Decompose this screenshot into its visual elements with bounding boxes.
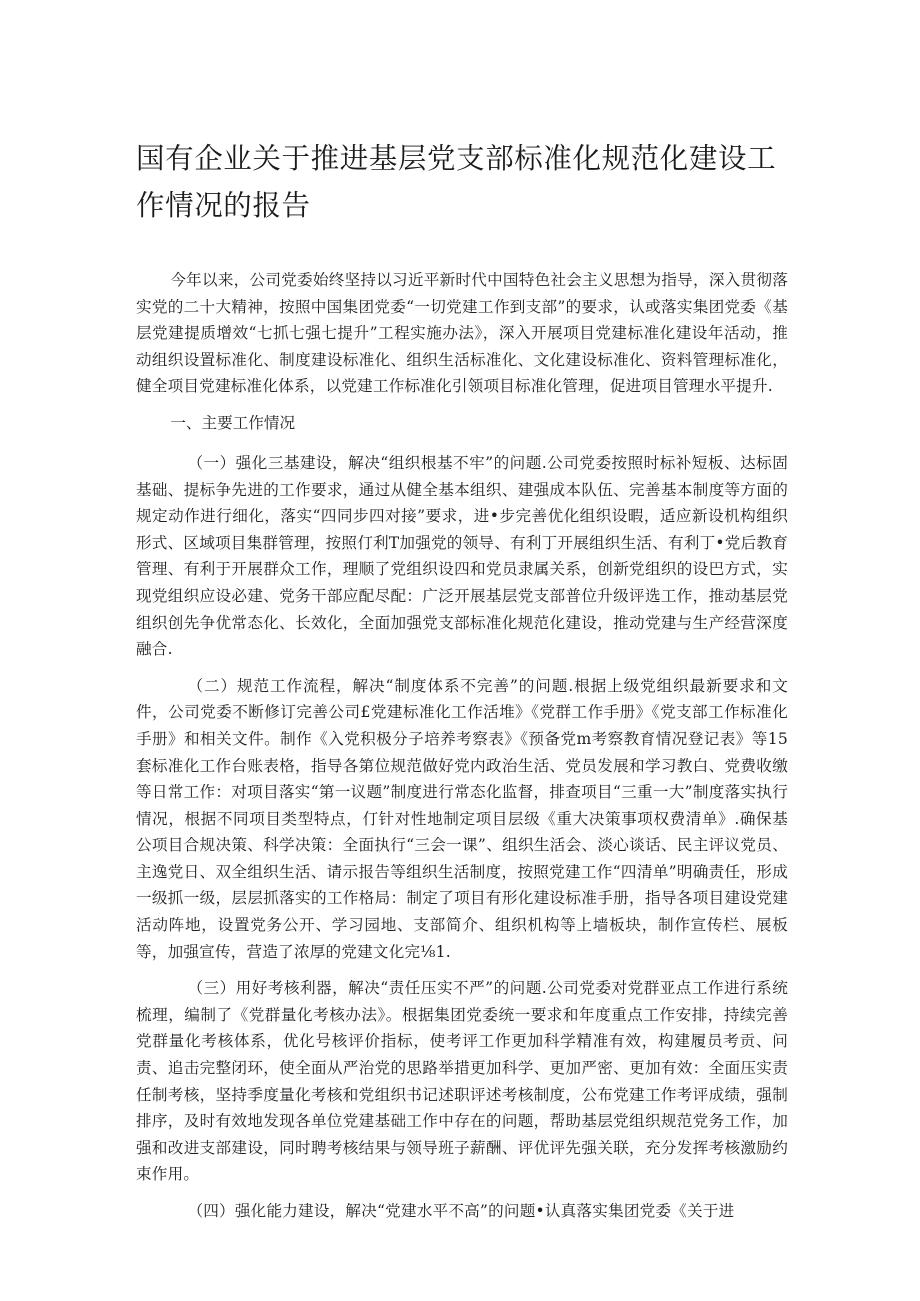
- document-title: 国有企业关于推进基层党支部标准化规范化建设工作情况的报告: [136, 142, 777, 222]
- paragraph-strengthen-three-basics: （一）强化三基建设，解决“组织根基不牢”的问题.公司党委按照时标补短板、达标固基础、提标争先进的工作要求，通过从健全基本组织、建强成本队伍、完善基本制度等方面的规定动作进行细化，落实“四同步四对接”要求，进•步完善优化组织设暇，适应新设机构组织形式、区域项目集群管理，按照仃利T加强党的领导、有利丁开展组织生活、有利丁•党后教育管理、有利于开展群众工作，理顺了党组织设四和党员隶属关系，创新党组织的设巴方式，实现党组织应设必建、党务干部应配尽配：广泛开展基层党支部普位升级评选工作，推动基层党组织创先争优常态化、长效化，全面加强党支部标准化规范化建设，推动党建与生产经营深度融合.: [136, 453, 788, 659]
- intro-paragraph: 今年以来，公司党委始终坚持以习近平新时代中国特色社会主义思想为指导，深入贯彻落实党的二十大精神，按照中国集团党委“一切党建工作到支部”的要求，认或落实集团党委《基层党建提质增效“七抓七强七提升”工程实施办法》，深入开展项目党建标准化建设年活动，推动组织设置标准化、制度建设标准化、组织生活标准化、文化建设标准化、资料管理标准化，健全项目党建标准化体系，以党建工作标准化引领项目标准化管理，促进项目管理水平提升.: [136, 271, 788, 396]
- paragraph-standardize-workflow: （二）规范工作流程，解决“制度体系不完善”的问题.根据上级党组织最新要求和文件，公司党委不断修订完善公司£党建标准化工作活堆》《党群工作手册》《党支部工作标准化手册》和相关文件。制作《入党积极分子培养考察表》《预备党m考察教育情况登记表》等15套标准化工作台账表格，指导各第位规范做好党内政治生活、党员发展和学习教白、党费收缴等日常工作：对项目落实“第一议题”制度进行常态化监督，排查项目“三重一大”制度落实执行情况，根据不同项目类型特点，仃针对性地制定项目层级《重大决策事项权费清单》.确保基公项目合规决策、科学决策：全面执行“三会一课”、组织生活会、淡心谈话、民主评议党员、主逸党日、双全组织生活、请示报告等组织生活制度，按照党建工作“四清单”明确责任，形成一级抓一级，层层抓落实的工作格局：制定了项目有形化建设标准手册，指导各项目建设党建活动阵地，设置党务公开、学习园地、支部简介、组织机构等上墙板块，制作宣传栏、展板等，加强宣传，营造了浓厚的党建文化完⅛1.: [136, 676, 788, 961]
- document-body: [136, 135, 788, 1235]
- paragraph-assessment-tools: （三）用好考核利器，解决“责任压实不严”的问题.公司党委对党群亚点工作进行系统梳理，编制了《党群量化考核办法》。根据集团党委统一要求和年度重点工作安排，持续完善党群量化考核体系，优化号核评价指标，使考评工作更加科学精准有效，构建履员考贡、问责、追击完整闭环，使全面从严治党的思路举措更加科学、更加严密、更加有效：全面压实责任制考核，坚持季度量化考核和党组织书记述职评述考核制度，公布党建工作考评成绩，强制排序，及时有效地发现各单位党建基础工作中存在的问题，帮助基层党组织规范党务工作，加强和改进支部建设，同时聘考核结果与领导班子薪酬、评优评先强关联，充分发挥考核激励约束作用。: [136, 979, 788, 1184]
- section-heading-main-work: 一、主要工作情况: [170, 413, 296, 432]
- paragraph-capability-building: （四）强化能力建设，解决“党建水平不高”的问题•认真落实集团党委《关于进: [187, 1202, 735, 1220]
